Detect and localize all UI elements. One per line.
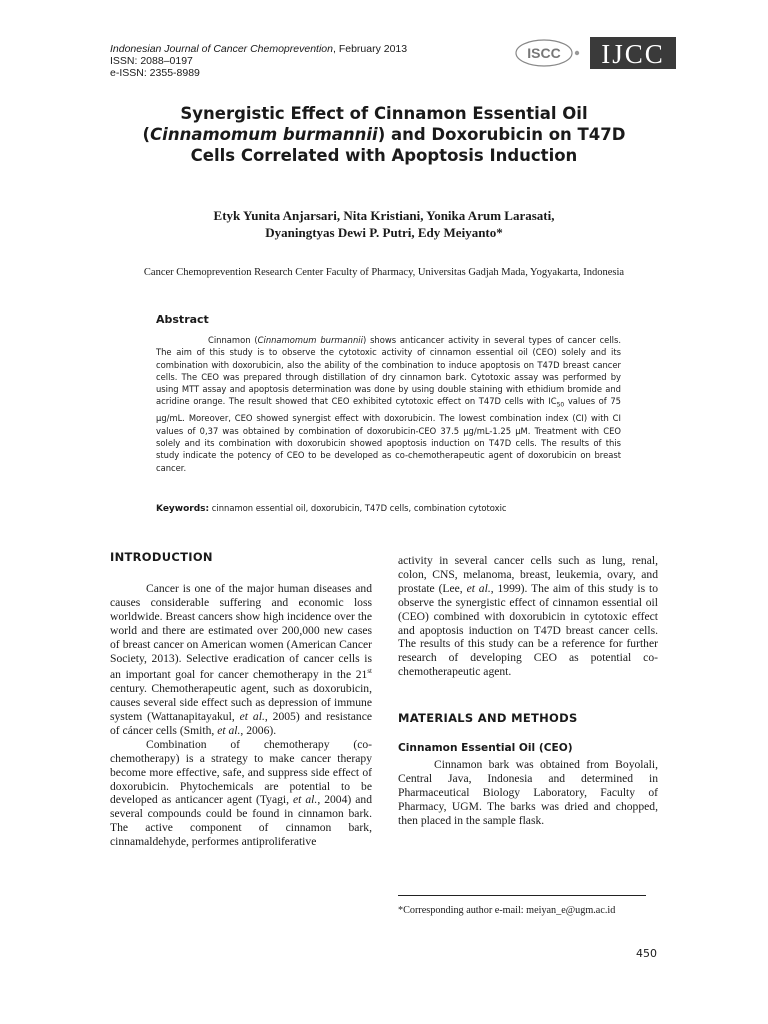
corresponding-author-note: *Corresponding author e-mail: meiyan_e@ugm.ac.id — [398, 905, 616, 916]
keywords-label: Keywords: — [156, 504, 210, 514]
intro-left-column — [110, 582, 372, 849]
eissn: e-ISSN: 2355-8989 — [110, 67, 200, 79]
title-line-1: Synergistic Effect of Cinnamon Essential Oil — [180, 104, 588, 123]
journal-name: Indonesian Journal of Cancer Chemoprevention — [110, 43, 333, 55]
author-line-2: Dyaningtyas Dewi P. Putri, Edy Meiyanto* — [265, 225, 503, 240]
methods-heading: MATERIALS AND METHODS — [398, 711, 578, 725]
journal-line — [110, 43, 407, 55]
species-name: Cinnamomum burmannii — [150, 125, 378, 144]
paper-title — [100, 103, 668, 166]
page-number: 450 — [636, 947, 657, 960]
logo-ijcc-text: IJCC — [601, 39, 665, 69]
title-line-2: (Cinnamomum burmannii) and Doxorubicin on T47D — [142, 125, 626, 144]
intro-paragraph-2: Combination of chemotherapy (co-chemotherapy) is a strategy to make cancer therapy become more effective, safe, and suppress side effect of doxorubicin. Phytochemicals are potential to be developed as anticancer agent (Tyagi, et al., 2004) and several compounds could be found in cinnamon bark. The active component of cinnamon bark, cinnamaldehyde, performes antiproliferative — [110, 737, 372, 849]
journal-logo — [514, 36, 676, 70]
logo-iscc-text: ISCC — [527, 45, 561, 61]
journal-header — [110, 43, 407, 79]
keywords-text: cinnamon essential oil, doxorubicin, T47D cells, combination cytotoxic — [209, 503, 507, 513]
introduction-heading: INTRODUCTION — [110, 550, 213, 564]
abstract-heading: Abstract — [156, 313, 209, 326]
intro-right-column — [398, 554, 658, 679]
affiliation: Cancer Chemoprevention Research Center Faculty of Pharmacy, Universitas Gadjah Mada, Yogyakarta, Indonesia — [143, 267, 625, 278]
keywords — [156, 503, 507, 514]
author-line-1: Etyk Yunita Anjarsari, Nita Kristiani, Yonika Arum Larasati, — [213, 208, 555, 223]
footnote-divider — [398, 895, 646, 896]
issue-date: , February 2013 — [332, 43, 408, 55]
title-line-3: Cells Correlated with Apoptosis Induction — [190, 146, 578, 165]
methods-paragraph-1: Cinnamon bark was obtained from Boyolali, Central Java, Indonesia and determined in Pharmaceutical Biology Laboratory, Faculty of Pharmacy, UGM. The barks was dried and chopped, then placed in the sample flask. — [398, 758, 658, 827]
intro-paragraph-3: activity in several cancer cells such as lung, renal, colon, CNS, melanoma, breast, leukemia, ovary, and prostate (Lee, et al., 1999). The aim of this study is to observe the synergistic effect of cinnamon essential oil (CEO) combined with doxorubicin in cytotoxic effect and apoptosis induction on T47D breast cancer cells. The results of this study can be a reference for further research of developing CEO as potential co-chemotherapeutic agent. — [398, 554, 658, 679]
methods-column — [398, 758, 658, 828]
intro-paragraph-1: Cancer is one of the major human diseases and causes considerable suffering and economic loss worldwide. Breast cancers show high incidence over the world and there are estimated over 200,000 new cases of breast cancer on American women (American Cancer Society, 2013). Selective eradication of cancer cells is an important goal for cancer chemotherapy in the 21st century. Chemotherapeutic agent, such as doxorubicin, causes several side effect such as depression of immune system (Wattanapitayakul, et al., 2005) and resistance of cáncer cells (Smith, et al., 2006). — [110, 582, 372, 737]
issn: ISSN: 2088–0197 — [110, 55, 193, 67]
abstract-text: Cinnamon (Cinnamomum burmannii) shows anticancer activity in several types of cancer cells. The aim of this study is to observe the cytotoxic activity of cinnamon essential oil (CEO) solely and its combination with doxorubicin, also the ability of the combination to induce apoptosis on T47D breast cancer cells. The CEO was prepared through distillation of dry cinnamon bark. Cytotoxic assay was performed by using MTT assay and apoptosis determination was done by using double staining with ethidium bromide and acridine orange. The result showed that CEO exhibited cytotoxic effect on T47D cells with $IC_{50}$ values of 75 µg/mL. Moreover, CEO showed synergist effect with doxorubicin. The lowest combination index (CI) with CI values of 0,37 was obtained by combination of doxorubicin-CEO 37.5 µg/mL-1.25 µM. Treatment with CEO solely and its combination with doxorubicin showed apoptosis induction on T47D cells. The results of this study indicate the potency of CEO to be developed as co-chemotherapeutic agent of doxorubicin on breast cancer. — [156, 335, 622, 473]
author-list — [100, 207, 668, 241]
methods-subheading-ceo: Cinnamon Essential Oil (CEO) — [398, 742, 573, 754]
